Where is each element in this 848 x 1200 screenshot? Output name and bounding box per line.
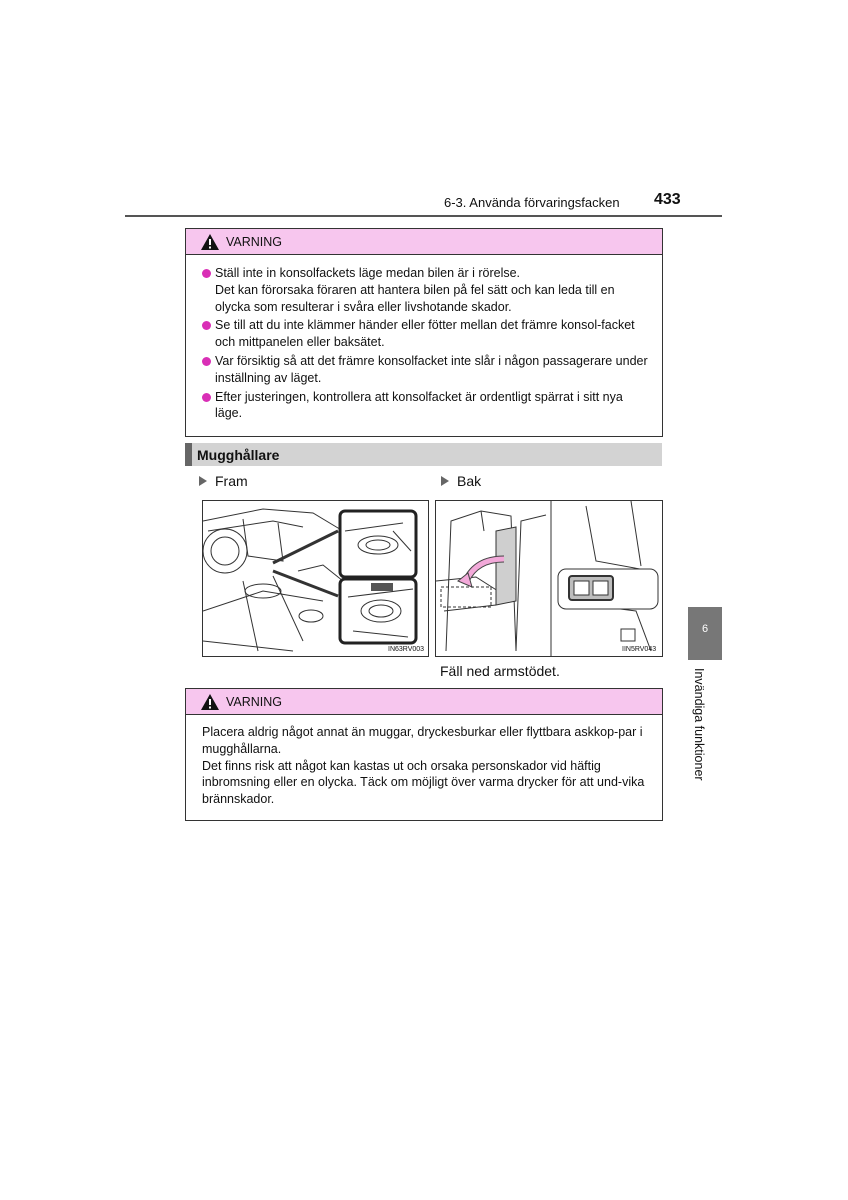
warning-paragraph: Placera aldrig något annat än muggar, dryckesburkar eller flyttbara askkop-par i mugghållarna. bbox=[202, 725, 643, 756]
warning-item bbox=[202, 265, 648, 315]
section-title-bar bbox=[185, 443, 662, 466]
arrow-right-icon bbox=[199, 476, 207, 486]
warning-item bbox=[202, 353, 648, 387]
warning-item bbox=[202, 317, 648, 351]
header-divider bbox=[125, 215, 722, 217]
warning-body bbox=[186, 715, 662, 820]
warning-item-text: Var försiktig så att det främre konsolfacket inte slår i någon passagerare under inställning av läget. bbox=[215, 353, 648, 385]
figure-caption: Fäll ned armstödet. bbox=[440, 663, 560, 679]
warning-title: VARNING bbox=[226, 234, 283, 249]
warning-body bbox=[186, 255, 662, 436]
warning-header bbox=[186, 229, 662, 255]
front-label-text: Fram bbox=[215, 473, 248, 489]
warning-item-text: Se till att du inte klämmer händer eller fötter mellan det främre konsol-facket och mittpanelen eller baksätet. bbox=[215, 318, 635, 350]
front-console-drawing bbox=[203, 501, 428, 656]
figure-code: IIN5RV043 bbox=[622, 646, 657, 653]
warning-triangle-icon bbox=[200, 233, 220, 251]
bullet-icon bbox=[202, 357, 211, 366]
rear-label bbox=[441, 473, 481, 489]
warning-header bbox=[186, 689, 662, 715]
warning-item bbox=[202, 389, 648, 423]
warning-box-2 bbox=[185, 688, 663, 821]
front-cupholder-illustration bbox=[202, 500, 429, 657]
figure-code: IN63RV003 bbox=[388, 646, 425, 653]
rear-label-text: Bak bbox=[457, 473, 482, 489]
front-label bbox=[199, 473, 248, 489]
warning-paragraph: Det finns risk att något kan kastas ut och orsaka personskador vid häftig inbromsning eller en olycka. Täck om möjligt över varma drycker för att und-vika brännskador. bbox=[202, 758, 645, 807]
warning-item-detail: Det kan förorsaka föraren att hantera bilen på fel sätt och kan leda till en olycka som resulterar i svåra eller livshotande skador. bbox=[215, 282, 615, 314]
warning-item-text: Ställ inte in konsolfackets läge medan bilen är i rörelse. bbox=[215, 266, 521, 280]
section-heading: 6-3. Använda förvaringsfacken bbox=[444, 195, 620, 210]
arrow-right-icon bbox=[441, 476, 449, 486]
warning-box-1 bbox=[185, 228, 663, 437]
bullet-icon bbox=[202, 269, 211, 278]
bullet-icon bbox=[202, 393, 211, 402]
chapter-tab-label: Invändiga funktioner bbox=[692, 668, 706, 781]
bullet-icon bbox=[202, 321, 211, 330]
chapter-tab: 6 bbox=[688, 607, 722, 660]
warning-title: VARNING bbox=[226, 694, 283, 709]
rear-seat-drawing bbox=[436, 501, 662, 656]
warning-triangle-icon bbox=[200, 693, 220, 711]
section-title: Mugghållare bbox=[197, 447, 280, 463]
page-number: 433 bbox=[654, 191, 681, 208]
rear-armrest-illustration bbox=[435, 500, 663, 657]
section-marker bbox=[185, 443, 192, 466]
warning-item-text: Efter justeringen, kontrollera att konsolfacket är ordentligt spärrat i sitt nya läge. bbox=[215, 389, 623, 421]
